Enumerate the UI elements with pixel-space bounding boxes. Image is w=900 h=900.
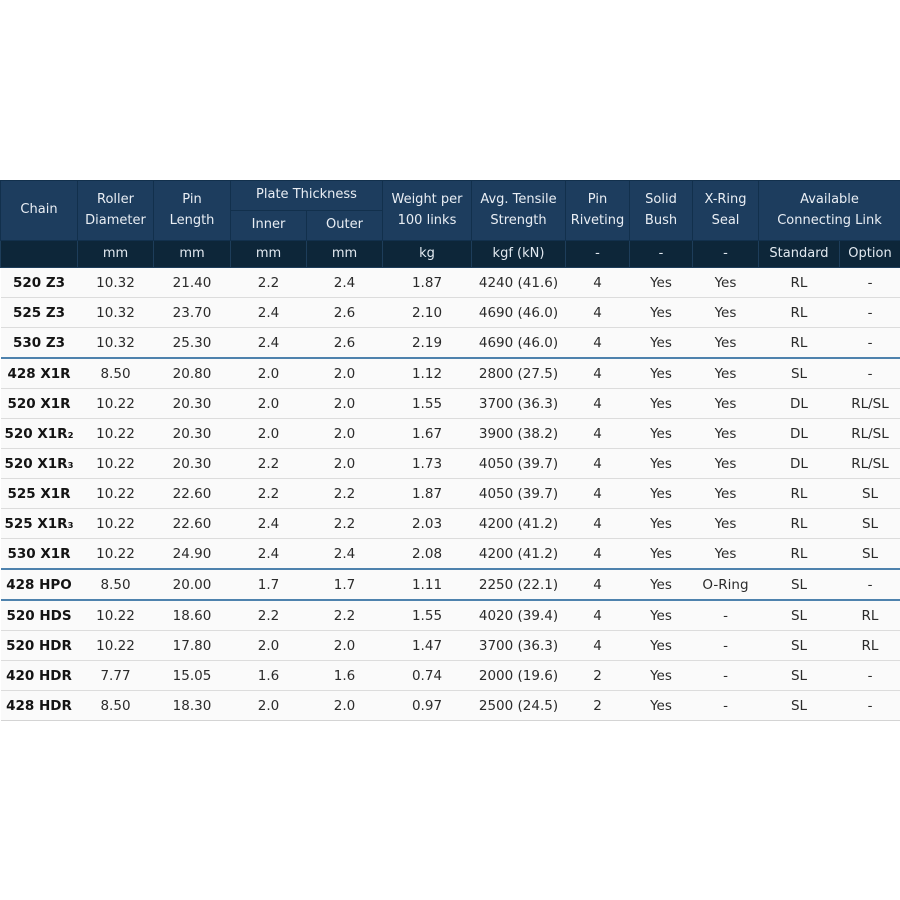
value-cell: 10.22 (78, 449, 154, 479)
unit-cell-standard: Standard (759, 241, 840, 268)
value-cell: 2.0 (307, 419, 383, 449)
value-cell: 2.03 (383, 509, 472, 539)
value-cell: 3900 (38.2) (472, 419, 566, 449)
value-cell: 1.55 (383, 600, 472, 631)
value-cell: 4 (566, 419, 630, 449)
value-cell: 2.2 (231, 268, 307, 298)
unit-cell-roller-diameter: mm (78, 241, 154, 268)
value-cell: 4690 (46.0) (472, 328, 566, 359)
value-cell: 2 (566, 691, 630, 721)
value-cell: 2.2 (307, 509, 383, 539)
value-cell: - (693, 691, 759, 721)
value-cell: 4050 (39.7) (472, 479, 566, 509)
chain-cell: 520 HDR (1, 631, 78, 661)
value-cell: 0.97 (383, 691, 472, 721)
value-cell: 2.08 (383, 539, 472, 570)
value-cell: 8.50 (78, 569, 154, 600)
value-cell: Yes (693, 479, 759, 509)
value-cell: - (840, 691, 900, 721)
value-cell: RL/SL (840, 419, 900, 449)
chain-cell: 520 Z3 (1, 268, 78, 298)
unit-cell-pin-length: mm (154, 241, 231, 268)
value-cell: 17.80 (154, 631, 231, 661)
chain-cell: 428 X1R (1, 358, 78, 389)
value-cell: 10.32 (78, 268, 154, 298)
chain-cell: 525 Z3 (1, 298, 78, 328)
value-cell: 2.4 (307, 268, 383, 298)
value-cell: 10.22 (78, 389, 154, 419)
unit-cell-x-ring-seal: - (693, 241, 759, 268)
chain-cell: 520 X1R₃ (1, 449, 78, 479)
col-header-chain: Chain (1, 181, 78, 241)
table-row (1, 298, 900, 328)
value-cell: Yes (693, 298, 759, 328)
value-cell: 2.0 (231, 631, 307, 661)
col-header-solid-bush: Solid Bush (630, 181, 693, 241)
value-cell: 4 (566, 631, 630, 661)
chain-spec-table-container (0, 180, 900, 721)
table-row (1, 539, 900, 570)
header-row-main (1, 181, 900, 211)
value-cell: 4200 (41.2) (472, 539, 566, 570)
unit-cell-tensile: kgf (kN) (472, 241, 566, 268)
value-cell: 4 (566, 600, 630, 631)
value-cell: 23.70 (154, 298, 231, 328)
value-cell: 2.0 (307, 389, 383, 419)
unit-cell-option: Option (840, 241, 900, 268)
value-cell: 20.30 (154, 389, 231, 419)
value-cell: 10.22 (78, 419, 154, 449)
value-cell: 1.6 (307, 661, 383, 691)
value-cell: 2.0 (307, 631, 383, 661)
value-cell: SL (759, 661, 840, 691)
col-header-plate-thickness: Plate Thickness (231, 181, 383, 211)
value-cell: 2.0 (231, 358, 307, 389)
value-cell: RL (759, 479, 840, 509)
value-cell: - (840, 358, 900, 389)
table-row (1, 389, 900, 419)
value-cell: 2.2 (307, 600, 383, 631)
col-header-x-ring-seal: X-Ring Seal (693, 181, 759, 241)
unit-cell-chain (1, 241, 78, 268)
value-cell: 18.60 (154, 600, 231, 631)
value-cell: 2 (566, 661, 630, 691)
value-cell: 3700 (36.3) (472, 389, 566, 419)
value-cell: - (840, 569, 900, 600)
value-cell: 1.55 (383, 389, 472, 419)
value-cell: 4 (566, 389, 630, 419)
unit-cell-weight: kg (383, 241, 472, 268)
value-cell: 2.2 (307, 479, 383, 509)
value-cell: Yes (630, 661, 693, 691)
value-cell: 2.4 (231, 328, 307, 359)
value-cell: - (840, 298, 900, 328)
chain-cell: 520 HDS (1, 600, 78, 631)
value-cell: - (693, 631, 759, 661)
value-cell: 10.22 (78, 539, 154, 570)
value-cell: 2.4 (307, 539, 383, 570)
col-header-inner: Inner (231, 211, 307, 241)
col-header-available-connecting-link: Available Connecting Link (759, 181, 900, 241)
value-cell: Yes (630, 358, 693, 389)
value-cell: DL (759, 389, 840, 419)
value-cell: 8.50 (78, 358, 154, 389)
table-row (1, 661, 900, 691)
value-cell: 2.0 (307, 449, 383, 479)
value-cell: 20.80 (154, 358, 231, 389)
value-cell: 2.6 (307, 328, 383, 359)
value-cell: Yes (630, 691, 693, 721)
table-row (1, 328, 900, 359)
col-header-pin-riveting: Pin Riveting (566, 181, 630, 241)
value-cell: RL/SL (840, 389, 900, 419)
value-cell: RL (840, 631, 900, 661)
value-cell: DL (759, 419, 840, 449)
value-cell: 1.12 (383, 358, 472, 389)
value-cell: 2800 (27.5) (472, 358, 566, 389)
value-cell: 2.2 (231, 479, 307, 509)
value-cell: Yes (630, 328, 693, 359)
value-cell: 2500 (24.5) (472, 691, 566, 721)
value-cell: 1.7 (307, 569, 383, 600)
value-cell: 10.32 (78, 328, 154, 359)
value-cell: Yes (630, 389, 693, 419)
value-cell: 2.0 (307, 358, 383, 389)
value-cell: SL (759, 691, 840, 721)
value-cell: 1.47 (383, 631, 472, 661)
value-cell: 3700 (36.3) (472, 631, 566, 661)
value-cell: RL/SL (840, 449, 900, 479)
chain-cell: 530 Z3 (1, 328, 78, 359)
value-cell: Yes (630, 509, 693, 539)
table-header (1, 181, 900, 268)
chain-cell: 530 X1R (1, 539, 78, 570)
value-cell: 4020 (39.4) (472, 600, 566, 631)
value-cell: 10.22 (78, 479, 154, 509)
value-cell: 2.0 (231, 691, 307, 721)
value-cell: 1.87 (383, 268, 472, 298)
value-cell: Yes (693, 328, 759, 359)
table-row (1, 569, 900, 600)
value-cell: 2.4 (231, 509, 307, 539)
value-cell: Yes (693, 358, 759, 389)
value-cell: 4 (566, 298, 630, 328)
value-cell: SL (759, 358, 840, 389)
table-row (1, 691, 900, 721)
value-cell: Yes (630, 298, 693, 328)
value-cell: - (840, 661, 900, 691)
col-header-avg-tensile-strength: Avg. Tensile Strength (472, 181, 566, 241)
table-row (1, 631, 900, 661)
value-cell: 4 (566, 268, 630, 298)
value-cell: 4 (566, 358, 630, 389)
value-cell: Yes (693, 268, 759, 298)
value-cell: Yes (693, 419, 759, 449)
table-row (1, 419, 900, 449)
value-cell: 4690 (46.0) (472, 298, 566, 328)
chain-cell: 420 HDR (1, 661, 78, 691)
value-cell: 2.0 (231, 419, 307, 449)
table-row (1, 600, 900, 631)
header-row-units (1, 241, 900, 268)
value-cell: - (693, 600, 759, 631)
value-cell: 8.50 (78, 691, 154, 721)
chain-spec-table (0, 180, 900, 721)
value-cell: 1.87 (383, 479, 472, 509)
value-cell: 10.22 (78, 600, 154, 631)
value-cell: 20.00 (154, 569, 231, 600)
value-cell: Yes (630, 600, 693, 631)
value-cell: - (693, 661, 759, 691)
value-cell: Yes (693, 509, 759, 539)
value-cell: 4 (566, 449, 630, 479)
value-cell: RL (759, 298, 840, 328)
chain-cell: 520 X1R (1, 389, 78, 419)
value-cell: 15.05 (154, 661, 231, 691)
col-header-weight-per-100-links: Weight per 100 links (383, 181, 472, 241)
value-cell: Yes (630, 268, 693, 298)
value-cell: Yes (630, 539, 693, 570)
value-cell: RL (759, 509, 840, 539)
value-cell: 20.30 (154, 449, 231, 479)
value-cell: - (840, 328, 900, 359)
value-cell: 2.2 (231, 449, 307, 479)
table-row (1, 268, 900, 298)
table-row (1, 449, 900, 479)
col-header-pin-length: Pin Length (154, 181, 231, 241)
chain-cell: 525 X1R (1, 479, 78, 509)
value-cell: 4240 (41.6) (472, 268, 566, 298)
value-cell: RL (840, 600, 900, 631)
col-header-outer: Outer (307, 211, 383, 241)
value-cell: SL (840, 539, 900, 570)
value-cell: 2.4 (231, 539, 307, 570)
value-cell: 4 (566, 479, 630, 509)
value-cell: Yes (693, 449, 759, 479)
value-cell: - (840, 268, 900, 298)
table-row (1, 358, 900, 389)
value-cell: SL (759, 569, 840, 600)
value-cell: Yes (630, 479, 693, 509)
value-cell: 22.60 (154, 509, 231, 539)
chain-cell: 525 X1R₃ (1, 509, 78, 539)
value-cell: 2.10 (383, 298, 472, 328)
value-cell: Yes (630, 631, 693, 661)
value-cell: 2250 (22.1) (472, 569, 566, 600)
value-cell: 2000 (19.6) (472, 661, 566, 691)
value-cell: 24.90 (154, 539, 231, 570)
value-cell: Yes (630, 449, 693, 479)
unit-cell-pin-riveting: - (566, 241, 630, 268)
value-cell: Yes (630, 569, 693, 600)
unit-cell-solid-bush: - (630, 241, 693, 268)
value-cell: 2.0 (231, 389, 307, 419)
value-cell: 18.30 (154, 691, 231, 721)
value-cell: 2.6 (307, 298, 383, 328)
value-cell: 4 (566, 539, 630, 570)
value-cell: SL (840, 509, 900, 539)
value-cell: 2.2 (231, 600, 307, 631)
value-cell: 1.11 (383, 569, 472, 600)
unit-cell-inner: mm (231, 241, 307, 268)
value-cell: 21.40 (154, 268, 231, 298)
value-cell: Yes (693, 539, 759, 570)
value-cell: 1.7 (231, 569, 307, 600)
unit-cell-outer: mm (307, 241, 383, 268)
table-body (1, 268, 900, 721)
chain-cell: 428 HDR (1, 691, 78, 721)
value-cell: 0.74 (383, 661, 472, 691)
value-cell: 1.73 (383, 449, 472, 479)
value-cell: 7.77 (78, 661, 154, 691)
value-cell: 10.22 (78, 509, 154, 539)
value-cell: 4 (566, 509, 630, 539)
value-cell: SL (759, 631, 840, 661)
value-cell: Yes (693, 389, 759, 419)
value-cell: 2.0 (307, 691, 383, 721)
value-cell: RL (759, 268, 840, 298)
value-cell: RL (759, 539, 840, 570)
value-cell: 20.30 (154, 419, 231, 449)
table-row (1, 509, 900, 539)
value-cell: 4 (566, 569, 630, 600)
value-cell: SL (840, 479, 900, 509)
value-cell: SL (759, 600, 840, 631)
value-cell: 2.19 (383, 328, 472, 359)
value-cell: 25.30 (154, 328, 231, 359)
value-cell: RL (759, 328, 840, 359)
value-cell: 2.4 (231, 298, 307, 328)
value-cell: 22.60 (154, 479, 231, 509)
col-header-roller-diameter: Roller Diameter (78, 181, 154, 241)
chain-cell: 428 HPO (1, 569, 78, 600)
chain-cell: 520 X1R₂ (1, 419, 78, 449)
value-cell: 10.22 (78, 631, 154, 661)
value-cell: 4050 (39.7) (472, 449, 566, 479)
value-cell: 4 (566, 328, 630, 359)
value-cell: 1.6 (231, 661, 307, 691)
value-cell: 1.67 (383, 419, 472, 449)
value-cell: DL (759, 449, 840, 479)
table-row (1, 479, 900, 509)
value-cell: O-Ring (693, 569, 759, 600)
value-cell: 4200 (41.2) (472, 509, 566, 539)
value-cell: Yes (630, 419, 693, 449)
value-cell: 10.32 (78, 298, 154, 328)
